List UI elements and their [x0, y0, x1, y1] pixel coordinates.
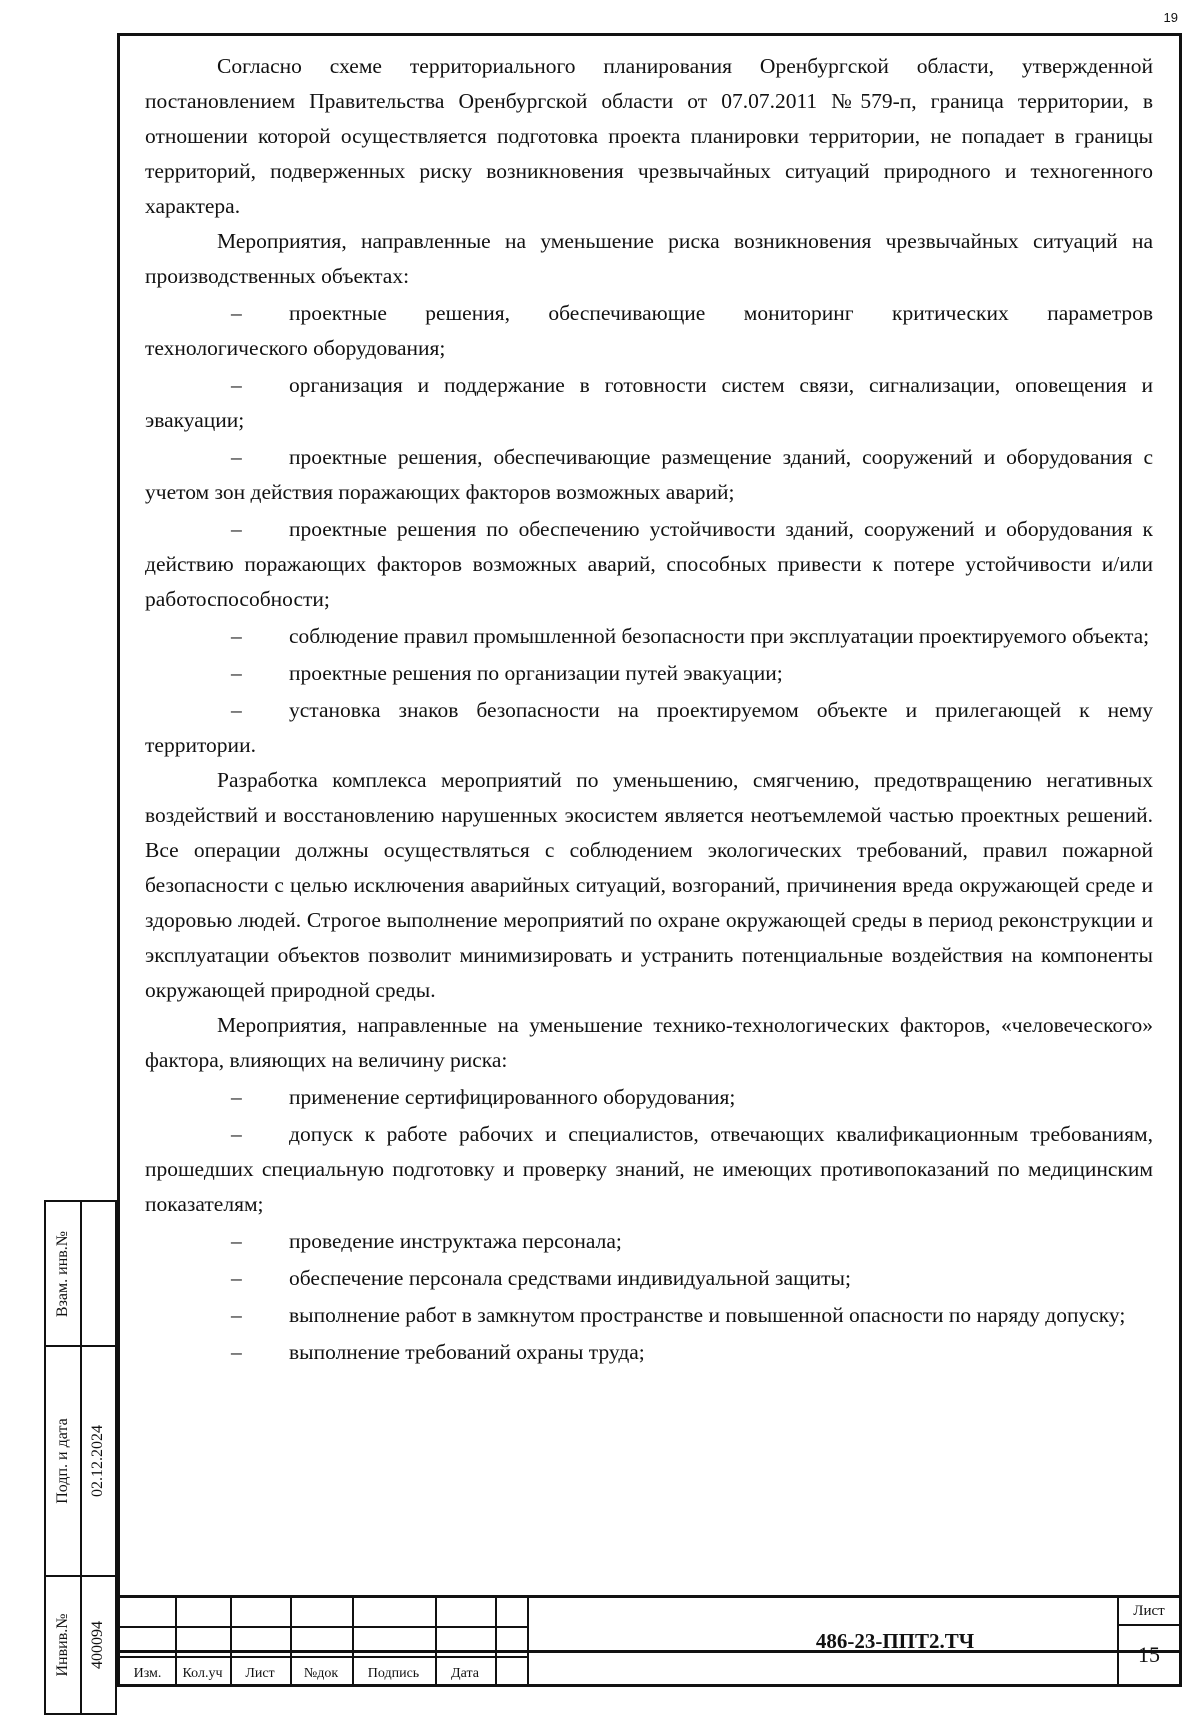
list-item: – соблюдение правил промышленной безопасности при эксплуатации проектируемого объекта; [145, 619, 1153, 654]
paragraph-1: Согласно схеме территориального планирования Оренбургской области, утвержденной постановлением Правительства Оренбургской области от 07.07.2011 №579-п, граница территории, в отношении которой осуществляется подготовка проекта планировки территории, не попадает в границы территорий, подверженных риску возникновения чрезвычайных ситуаций природного и техногенного характера. [145, 54, 1153, 218]
revision-table [120, 1598, 527, 1684]
dash-marker: – [231, 1229, 242, 1253]
col-list: Лист [245, 1666, 275, 1681]
dash-marker: – [231, 301, 242, 325]
dash-marker: – [231, 698, 242, 722]
inv-value: 400094 [89, 1621, 107, 1669]
list-item: – проектные решения по обеспечению устойчивости зданий, сооружений и оборудования к действию поражающих факторов возможных аварий, способных привести к потере устойчивости и/или работоспособности; [145, 512, 1153, 617]
list-item: – применение сертифицированного оборудования; [145, 1080, 1153, 1115]
list-item: – выполнение работ в замкнутом пространстве и повышенной опасности по наряду допуску; [145, 1298, 1153, 1333]
list-item: – проектные решения по организации путей эвакуации; [145, 656, 1153, 691]
inv-label: Инвив.№ [53, 1613, 71, 1677]
dash-marker: – [231, 517, 242, 541]
title-block [117, 1595, 1182, 1687]
list-item: – установка знаков безопасности на проектируемом объекте и прилегающей к нему территории. [145, 693, 1153, 763]
list-item: – проектные решения, обеспечивающие мониторинг критических параметров технологического оборудования; [145, 296, 1153, 366]
sheet-label: Лист [1119, 1598, 1179, 1626]
col-ndok: №док [303, 1666, 339, 1681]
paragraph-3: Разработка комплекса мероприятий по уменьшению, смягчению, предотвращению негативных воздействий и восстановлению нарушенных экосистем является неотъемлемой частью проектных решений. Все операции должны осуществляться с соблюдением экологических требований, правил пожарной безопасности с целью исключения аварийных ситуаций, возгораний, причинения вреда окружающей среде и здоровью людей. Строгое выполнение мероприятий по охране окружающей среды в период реконструкции и эксплуатации объектов позволит минимизировать и устранить потенциальные воздействия на компоненты окружающей природной среды. [145, 768, 1153, 1002]
col-podpis: Подпись [367, 1666, 420, 1681]
side-stamp-podp [44, 1345, 117, 1577]
list-item: – допуск к работе рабочих и специалистов, отвечающих квалификационным требованиям, прошедших специальную подготовку и проверку знаний, не имеющих противопоказаний по медицинским показателям; [145, 1117, 1153, 1222]
paragraph-4: Мероприятия, направленные на уменьшение технико-технологических факторов, «человеческого» фактора, влияющих на величину риска: [145, 1013, 1153, 1072]
podp-date: 02.12.2024 [89, 1425, 107, 1497]
dash-marker: – [231, 445, 242, 469]
document-body [145, 49, 1153, 1370]
sheet-number: 15 [1138, 1642, 1160, 1667]
dash-marker: – [231, 661, 242, 685]
list-item: – обеспечение персонала средствами индивидуальной защиты; [145, 1261, 1153, 1296]
dash-marker: – [231, 1085, 242, 1109]
sheet-cell [1117, 1598, 1179, 1684]
dash-marker: – [231, 1266, 242, 1290]
list-item: – выполнение требований охраны труда; [145, 1335, 1153, 1370]
podp-label: Подп. и дата [53, 1418, 71, 1504]
dash-marker: – [231, 1122, 242, 1146]
col-izm: Изм. [133, 1666, 162, 1681]
side-stamp-inv [44, 1575, 117, 1715]
document-code: 486-23-ППТ2.ТЧ [815, 1628, 975, 1653]
paragraph-2: Мероприятия, направленные на уменьшение риска возникновения чрезвычайных ситуаций на производственных объектах: [145, 229, 1153, 288]
list-item: – проектные решения, обеспечивающие размещение зданий, сооружений и оборудования с учетом зон действия поражающих факторов возможных аварий; [145, 440, 1153, 510]
list-item: – проведение инструктажа персонала; [145, 1224, 1153, 1259]
dash-marker: – [231, 373, 242, 397]
page-number: 19 [1163, 10, 1178, 25]
side-stamp-vzam [44, 1200, 117, 1347]
list-item: – организация и поддержание в готовности систем связи, сигнализации, оповещения и эвакуации; [145, 368, 1153, 438]
dash-marker: – [231, 1340, 242, 1364]
dash-marker: – [231, 1303, 242, 1327]
col-kol-uch: Кол.уч [182, 1666, 223, 1681]
vzam-label: Взам. инв.№ [53, 1230, 71, 1317]
dash-marker: – [231, 624, 242, 648]
col-data: Дата [451, 1666, 479, 1681]
